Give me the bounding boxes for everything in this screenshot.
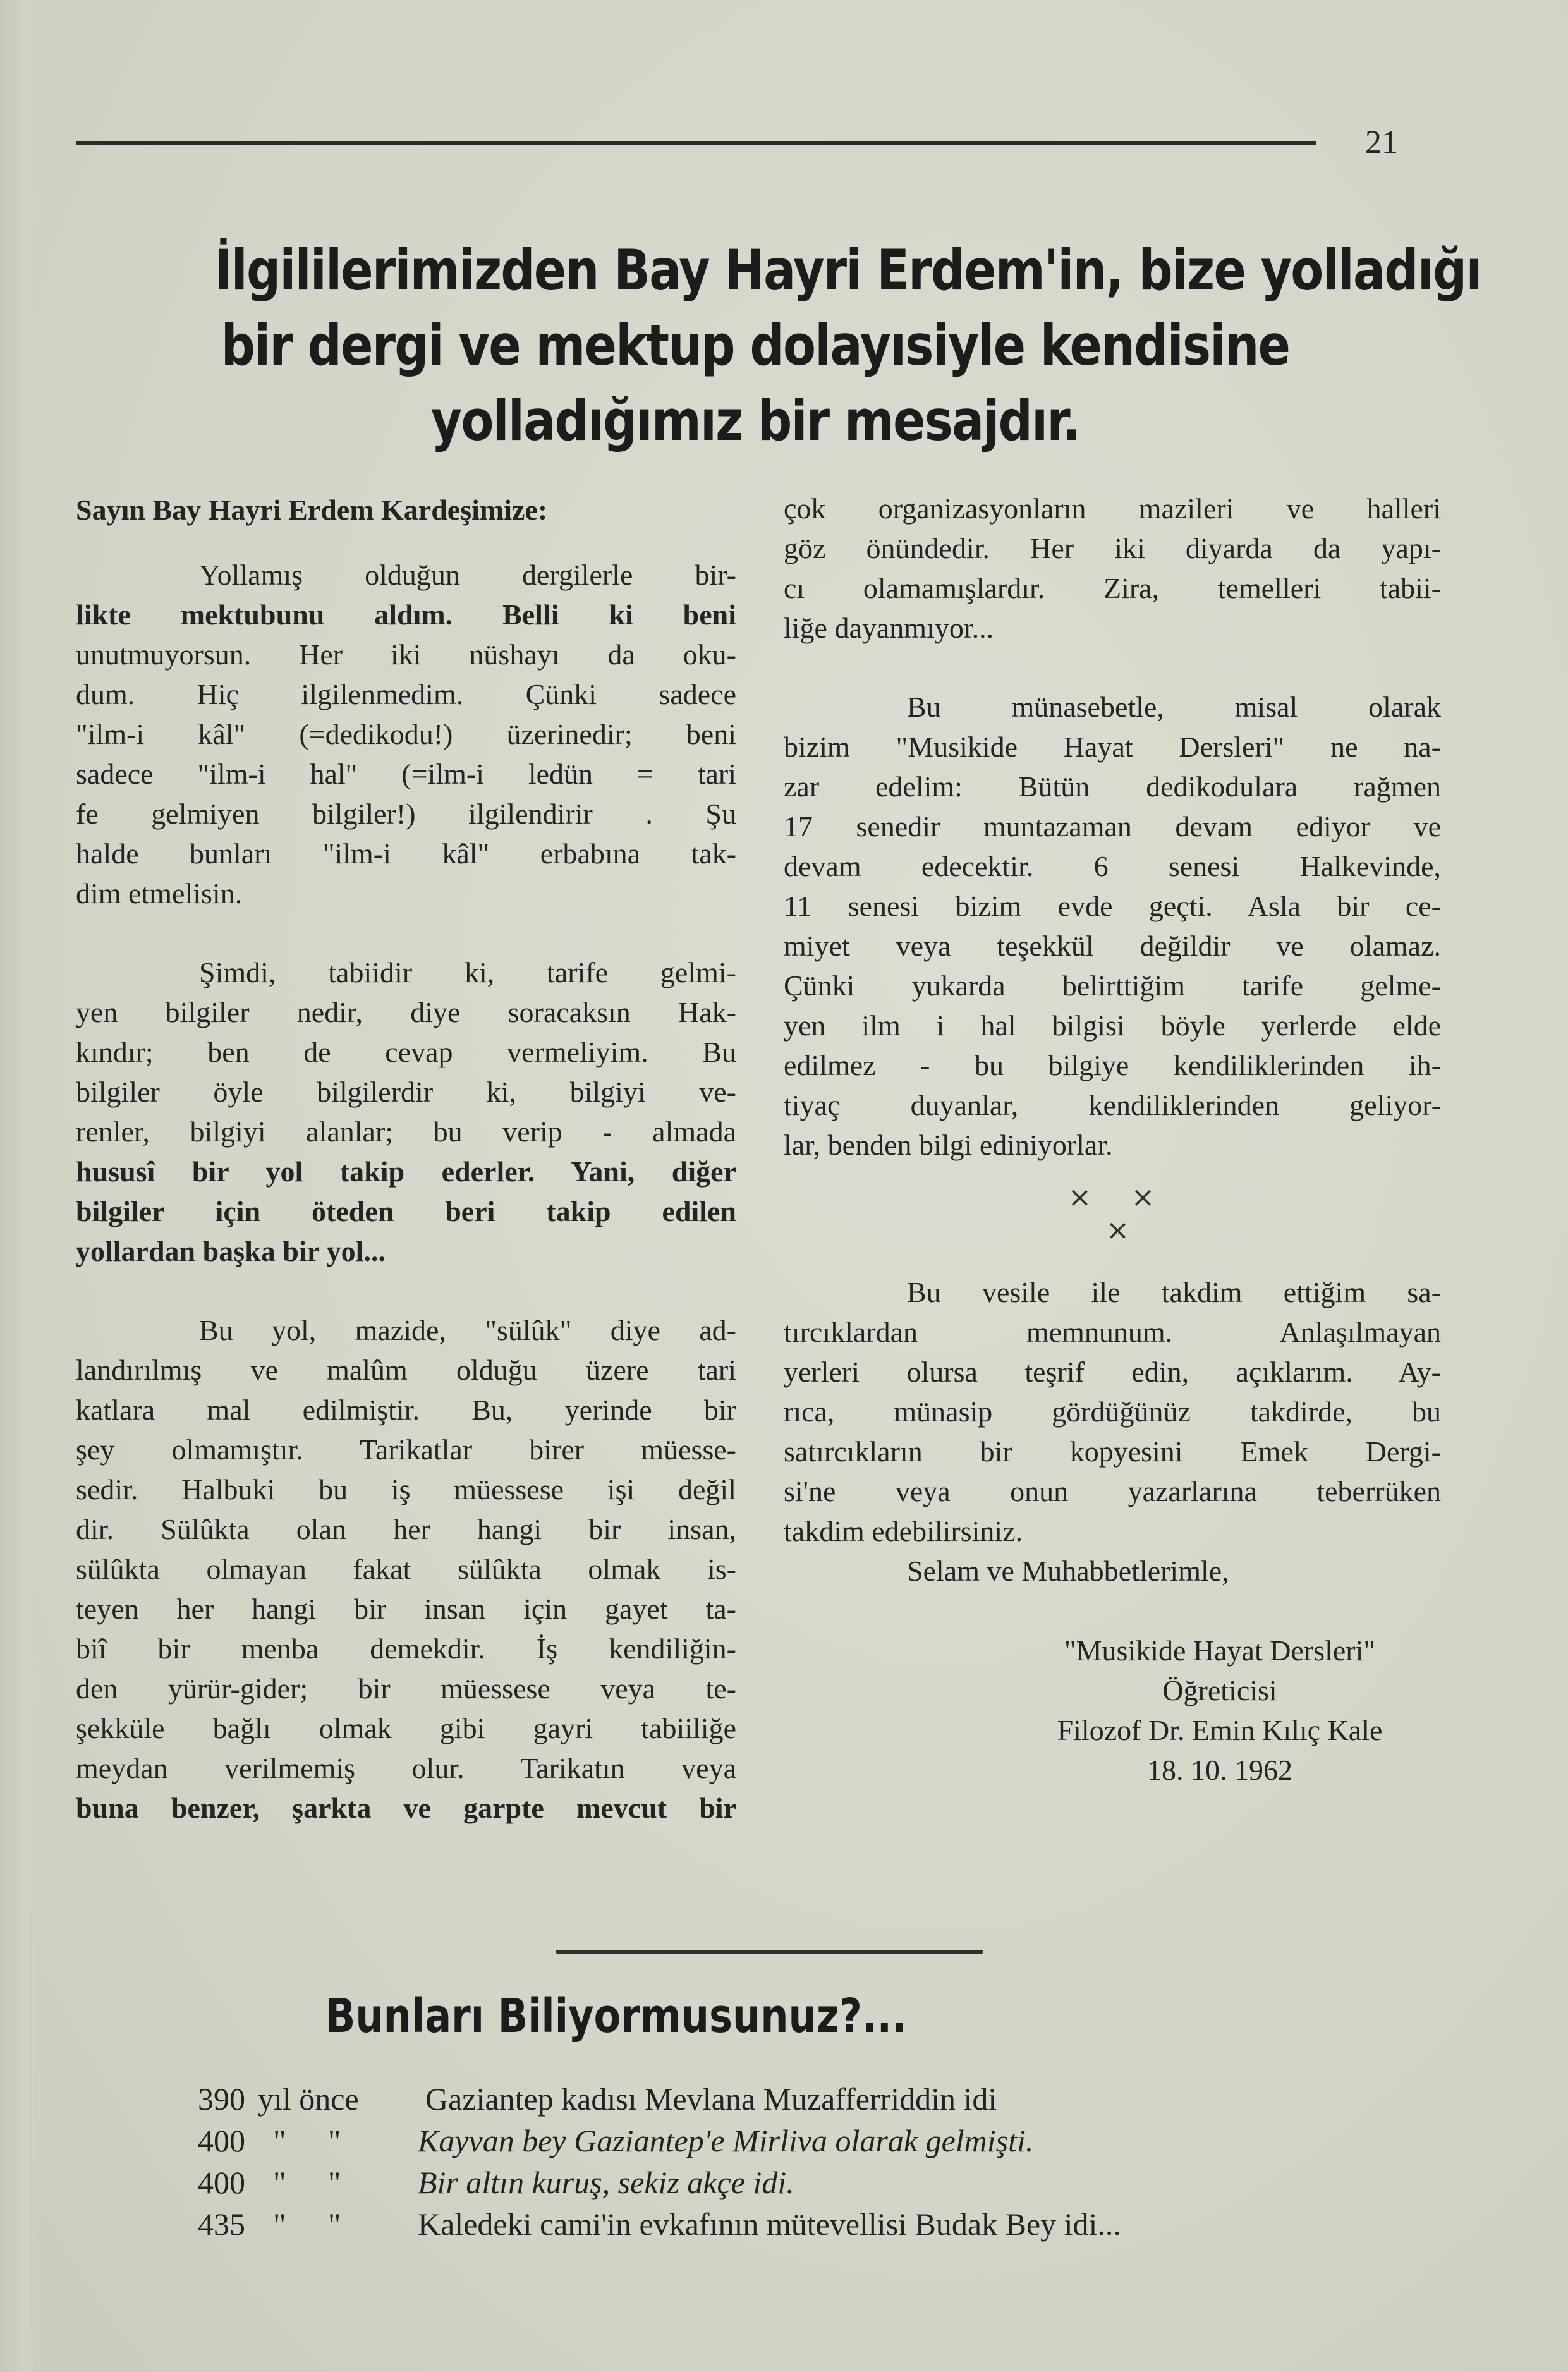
text-line: sedir. Halbuki bu iş müessese işi değil xyxy=(76,1473,736,1505)
text-line: şey olmamıştır. Tarikatlar birer müesse- xyxy=(76,1433,736,1466)
ditto-mark: " xyxy=(273,2206,286,2242)
ditto-mark: " xyxy=(273,2123,286,2158)
text-line: dum. Hiç ilgilenmedim. Çünki sadece xyxy=(76,678,736,710)
text-line: fe gelmiyen bilgiler!) ilgilendirir . Şu xyxy=(76,798,736,830)
text-line: miyet veya teşekkül değildir ve olamaz. xyxy=(784,930,1441,962)
text-line: çok organizasyonların mazileri ve halleri xyxy=(784,492,1441,525)
text-line: "ilm-i kâl" (=dedikodu!) üzerinedir; beni xyxy=(76,718,736,750)
ditto-mark: " xyxy=(273,2165,286,2200)
fact-years: 400 xyxy=(198,2123,245,2158)
ditto-mark: " xyxy=(328,2123,341,2158)
fact-text: Kaledeki cami'in evkafının mütevellisi Budak Bey idi... xyxy=(418,2206,1121,2242)
x-mark: × xyxy=(1106,1214,1129,1246)
section-divider xyxy=(556,1950,983,1954)
text-line: dim etmelisin. xyxy=(76,877,243,909)
salutation: Sayın Bay Hayri Erdem Kardeşimize: xyxy=(76,494,548,526)
text-line: bizim "Musikide Hayat Dersleri" ne na- xyxy=(784,731,1441,763)
text-line: Bu vesile ile takdim ettiğim sa- xyxy=(907,1276,1441,1308)
signature-date: 18. 10. 1962 xyxy=(1147,1754,1292,1786)
text-line: hususî bir yol takip ederler. Yani, diğer xyxy=(76,1155,736,1188)
paragraph xyxy=(784,489,1441,648)
title-line: İlgililerimizden Bay Hayri Erdem'in, bize yolladığı xyxy=(214,238,1481,303)
fact-text: Kayvan bey Gaziantep'e Mirliva olarak gelmişti. xyxy=(418,2123,1034,2158)
text-line: cı olamamışlardır. Zira, temelleri tabii- xyxy=(784,572,1441,604)
text-line: göz önündedir. Her iki diyarda da yapı- xyxy=(784,532,1441,564)
text-line: biî bir menba demekdir. İş kendiliğin- xyxy=(76,1633,736,1665)
signature-role: Öğreticisi xyxy=(1162,1674,1277,1706)
fact-item xyxy=(198,2120,1121,2162)
text-line: bilgiler için öteden beri takip edilen xyxy=(76,1195,736,1227)
paragraph xyxy=(76,952,736,1271)
text-line: den yürür-gider; bir müessese veya te- xyxy=(76,1672,736,1705)
text-line: landırılmış ve malûm olduğu üzere tari xyxy=(76,1354,736,1386)
text-line: satırcıkların bir kopyesini Emek Dergi- xyxy=(784,1435,1441,1468)
text-line: halde bunları "ilm-i kâl" erbabına tak- xyxy=(76,837,736,870)
signature-course: "Musikide Hayat Dersleri" xyxy=(1064,1634,1376,1667)
text-line: 11 senesi bizim evde geçti. Asla bir ce- xyxy=(784,890,1441,922)
text-line: yen ilm i hal bilgisi böyle yerlerde elde xyxy=(784,1009,1441,1042)
text-line: bilgiler öyle bilgilerdir ki, bilgiyi ve- xyxy=(76,1076,736,1108)
text-line: renler, bilgiyi alanlar; bu verip - almada xyxy=(76,1116,736,1148)
fact-years: 400 xyxy=(198,2165,245,2200)
text-line: likte mektubunu aldım. Belli ki beni xyxy=(76,599,736,631)
title-line: bir dergi ve mektup dolayısiyle kendisine xyxy=(221,313,1290,378)
text-line: devam edecektir. 6 senesi Halkevinde, xyxy=(784,850,1441,882)
paragraph xyxy=(76,555,736,913)
fact-years: 435 xyxy=(198,2206,245,2242)
text-line: Yollamış olduğun dergilerle bir- xyxy=(199,559,736,591)
title-line: yolladığımız bir mesajdır. xyxy=(430,388,1080,453)
signature-name: Filozof Dr. Emin Kılıç Kale xyxy=(1057,1714,1383,1746)
text-line: 17 senedir muntazaman devam ediyor ve xyxy=(784,810,1441,842)
closing-line: Selam ve Muhabbetlerimle, xyxy=(907,1555,1229,1587)
x-mark: × xyxy=(1131,1181,1155,1213)
text-line: rıca, münasip gördüğünüz takdirde, bu xyxy=(784,1396,1441,1428)
text-line: sadece "ilm-i hal" (=ilm-i ledün = tari xyxy=(76,758,736,790)
text-line: yerleri olursa teşrif edin, açıklarım. Ay- xyxy=(784,1356,1441,1388)
signature-block xyxy=(999,1631,1441,1790)
facts-list xyxy=(198,2078,1121,2245)
left-column xyxy=(76,490,736,1828)
page-number: 21 xyxy=(1365,125,1398,161)
text-line: katlara mal edilmiştir. Bu, yerinde bir xyxy=(76,1394,736,1426)
text-line: şekküle bağlı olmak gibi gayri tabiiliğe xyxy=(76,1712,736,1744)
page-edge-shadow xyxy=(0,0,38,2372)
text-line: kındır; ben de cevap vermeliyim. Bu xyxy=(76,1036,736,1068)
text-line: takdim edebilirsiniz. xyxy=(784,1515,1023,1547)
text-line: lar, benden bilgi ediniyorlar. xyxy=(784,1129,1113,1161)
text-line: Bu münasebetle, misal olarak xyxy=(907,691,1441,723)
fact-item xyxy=(198,2203,1121,2245)
article-title xyxy=(214,233,1481,458)
fact-text: Gaziantep kadısı Mevlana Muzafferriddin idi xyxy=(425,2081,997,2117)
text-line: Bu yol, mazide, "sülûk" diye ad- xyxy=(199,1314,736,1346)
section-separator xyxy=(784,1165,1441,1247)
text-line: liğe dayanmıyor... xyxy=(784,612,994,644)
text-line: unutmuyorsun. Her iki nüshayı da oku- xyxy=(76,638,736,671)
ditto-mark: " xyxy=(328,2165,341,2200)
text-line: sülûkta olmayan fakat sülûkta olmak is- xyxy=(76,1553,736,1585)
text-line: meydan verilmemiş olur. Tarikatın veya xyxy=(76,1752,736,1784)
text-line: tiyaç duyanlar, kendiliklerinden geliyor- xyxy=(784,1089,1441,1121)
text-line: zar edelim: Bütün dedikodulara rağmen xyxy=(784,770,1441,803)
right-column xyxy=(784,489,1441,1790)
fact-item xyxy=(198,2078,1121,2120)
ditto-mark: " xyxy=(328,2206,341,2242)
text-line: dir. Sülûkta olan her hangi bir insan, xyxy=(76,1513,736,1545)
text-line: Çünki yukarda belirttiğim tarife gelme- xyxy=(784,970,1441,1002)
text-line: tırcıklardan memnunum. Anlaşılmayan xyxy=(784,1316,1441,1348)
text-line: buna benzer, şarkta ve garpte mevcut bir xyxy=(76,1792,736,1824)
paragraph xyxy=(76,1310,736,1828)
facts-heading: Bunları Biliyormusunuz?... xyxy=(325,1989,907,2043)
text-line: yen bilgiler nedir, diye soracaksın Hak- xyxy=(76,996,736,1028)
text-line: edilmez - bu bilgiye kendiliklerinden ih- xyxy=(784,1049,1441,1081)
top-rule xyxy=(76,141,1316,145)
fact-text: Bir altın kuruş, sekiz akçe idi. xyxy=(418,2165,794,2200)
fact-unit: yıl önce xyxy=(258,2081,359,2117)
paragraph xyxy=(784,687,1441,1165)
text-line: teyen her hangi bir insan için gayet ta- xyxy=(76,1593,736,1625)
text-line: yollardan başka bir yol... xyxy=(76,1235,386,1267)
fact-years: 390 xyxy=(198,2081,245,2117)
text-line: Şimdi, tabiidir ki, tarife gelmi- xyxy=(199,956,736,988)
paragraph xyxy=(784,1272,1441,1551)
text-line: si'ne veya onun yazarlarına teberrüken xyxy=(784,1475,1441,1507)
fact-item xyxy=(198,2162,1121,2203)
x-mark: × xyxy=(1068,1181,1091,1213)
